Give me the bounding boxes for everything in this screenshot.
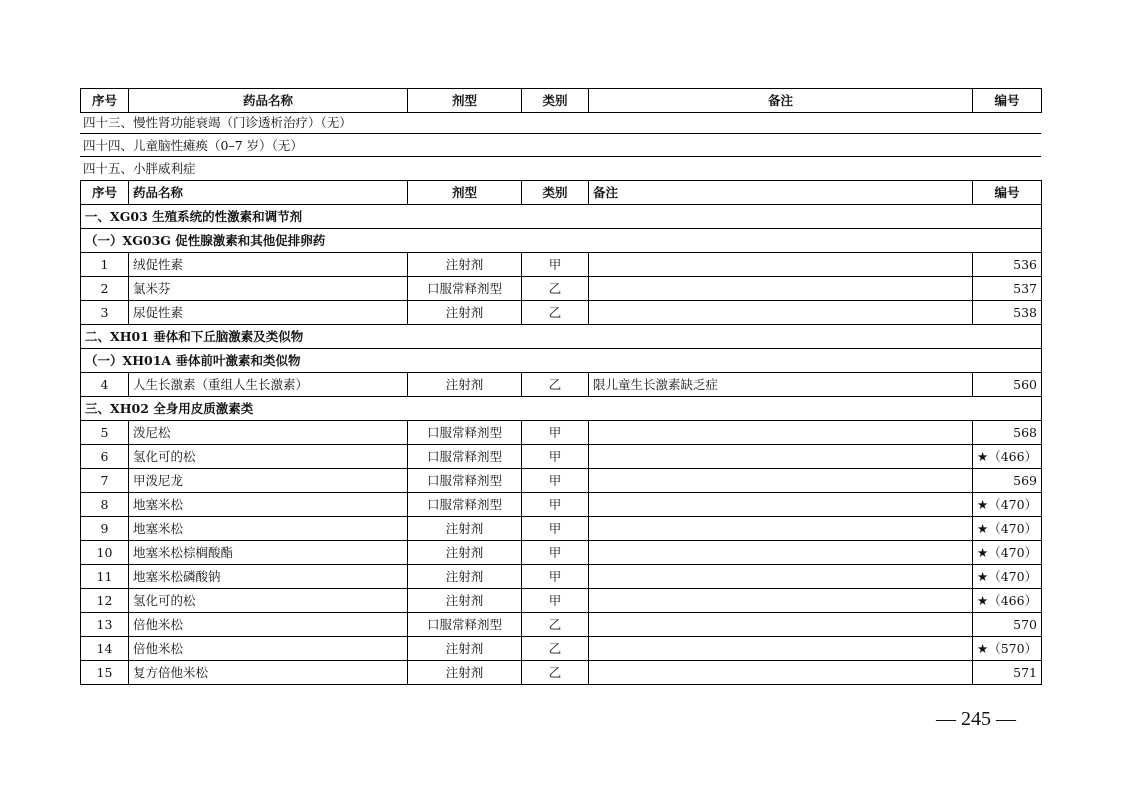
cell-code: 537: [973, 277, 1042, 301]
cell-code: ★（570）: [973, 637, 1042, 661]
cell-form: 口服常释剂型: [408, 613, 522, 637]
cell-form: 注射剂: [408, 565, 522, 589]
subgroup-title: （一）XG03G 促性腺激素和其他促排卵药: [81, 229, 1042, 253]
cell-category: 甲: [522, 565, 589, 589]
cell-form: 注射剂: [408, 661, 522, 685]
header-seq: 序号: [81, 181, 129, 205]
cell-note: [589, 253, 973, 277]
cell-code: 570: [973, 613, 1042, 637]
top-header-table: [80, 88, 1042, 113]
header-name: 药品名称: [129, 181, 408, 205]
cell-code: ★（470）: [973, 565, 1042, 589]
cell-code: 571: [973, 661, 1042, 685]
table-row: [81, 589, 1042, 613]
group-title: 一、XG03 生殖系统的性激素和调节剂: [81, 205, 1042, 229]
cell-form: 注射剂: [408, 589, 522, 613]
cell-category: 甲: [522, 445, 589, 469]
table-row: [81, 301, 1042, 325]
header-note: 备注: [589, 181, 973, 205]
cell-form: 注射剂: [408, 373, 522, 397]
cell-note: [589, 661, 973, 685]
cell-code: 569: [973, 469, 1042, 493]
cell-note: [589, 493, 973, 517]
table-row: [81, 565, 1042, 589]
cell-code: ★（466）: [973, 445, 1042, 469]
cell-form: 注射剂: [408, 517, 522, 541]
cell-name: 泼尼松: [129, 421, 408, 445]
cell-name: 倍他米松: [129, 613, 408, 637]
drug-table: [80, 180, 1042, 685]
cell-note: [589, 613, 973, 637]
cell-form: 注射剂: [408, 301, 522, 325]
cell-category: 乙: [522, 613, 589, 637]
section-45: 四十五、小胖威利症: [83, 161, 196, 176]
cell-note: [589, 565, 973, 589]
header-name: 药品名称: [129, 89, 408, 113]
cell-form: 口服常释剂型: [408, 421, 522, 445]
cell-seq: 5: [81, 421, 129, 445]
group-row: [81, 205, 1042, 229]
cell-name: 倍他米松: [129, 637, 408, 661]
group-row: [81, 229, 1042, 253]
cell-code: ★（466）: [973, 589, 1042, 613]
cell-form: 注射剂: [408, 541, 522, 565]
table-row: [81, 637, 1042, 661]
table-row: [81, 541, 1042, 565]
cell-category: 乙: [522, 637, 589, 661]
table-row: [81, 445, 1042, 469]
header-code: 编号: [973, 89, 1042, 113]
header-code: 编号: [973, 181, 1042, 205]
cell-seq: 13: [81, 613, 129, 637]
cell-code: ★（470）: [973, 541, 1042, 565]
cell-form: 口服常释剂型: [408, 469, 522, 493]
header-category: 类别: [522, 89, 589, 113]
cell-note: [589, 421, 973, 445]
group-title: 二、XH01 垂体和下丘脑激素及类似物: [81, 325, 1042, 349]
cell-note: [589, 589, 973, 613]
cell-category: 乙: [522, 661, 589, 685]
header-form: 剂型: [408, 181, 522, 205]
table-row: [81, 661, 1042, 685]
section-43: 四十三、慢性肾功能衰竭（门诊透析治疗）（无）: [80, 112, 1041, 134]
cell-seq: 8: [81, 493, 129, 517]
cell-name: 绒促性素: [129, 253, 408, 277]
table-header-row: [81, 181, 1042, 205]
cell-note: [589, 277, 973, 301]
cell-form: 口服常释剂型: [408, 493, 522, 517]
cell-category: 甲: [522, 589, 589, 613]
table-row: [81, 613, 1042, 637]
cell-note: [589, 637, 973, 661]
cell-form: 口服常释剂型: [408, 445, 522, 469]
header-category: 类别: [522, 181, 589, 205]
cell-category: 乙: [522, 373, 589, 397]
cell-seq: 1: [81, 253, 129, 277]
cell-name: 氯米芬: [129, 277, 408, 301]
table-row: [81, 469, 1042, 493]
group-title: 三、XH02 全身用皮质激素类: [81, 397, 1042, 421]
cell-code: 536: [973, 253, 1042, 277]
cell-category: 甲: [522, 469, 589, 493]
cell-code: ★（470）: [973, 517, 1042, 541]
table-row: [81, 253, 1042, 277]
cell-seq: 14: [81, 637, 129, 661]
cell-code: 568: [973, 421, 1042, 445]
cell-category: 甲: [522, 421, 589, 445]
cell-name: 氢化可的松: [129, 589, 408, 613]
cell-seq: 6: [81, 445, 129, 469]
cell-seq: 3: [81, 301, 129, 325]
cell-name: 甲泼尼龙: [129, 469, 408, 493]
cell-note: [589, 517, 973, 541]
table-header-row: [81, 89, 1042, 113]
cell-name: 氢化可的松: [129, 445, 408, 469]
cell-code: ★（470）: [973, 493, 1042, 517]
header-seq: 序号: [81, 89, 129, 113]
table-row: [81, 493, 1042, 517]
cell-note: [589, 541, 973, 565]
cell-name: 人生长激素（重组人生长激素）: [129, 373, 408, 397]
cell-code: 560: [973, 373, 1042, 397]
cell-name: 复方倍他米松: [129, 661, 408, 685]
cell-seq: 10: [81, 541, 129, 565]
table-row: [81, 373, 1042, 397]
cell-category: 甲: [522, 517, 589, 541]
cell-note: [589, 469, 973, 493]
cell-seq: 4: [81, 373, 129, 397]
section-44: 四十四、儿童脑性瘫痪（0–7 岁）（无）: [80, 135, 1041, 157]
group-row: [81, 397, 1042, 421]
group-row: [81, 325, 1042, 349]
header-note: 备注: [589, 89, 973, 113]
cell-seq: 15: [81, 661, 129, 685]
group-row: [81, 349, 1042, 373]
page-number: — 245 —: [936, 708, 1016, 730]
cell-note: 限儿童生长激素缺乏症: [589, 373, 973, 397]
cell-form: 注射剂: [408, 253, 522, 277]
cell-category: 甲: [522, 253, 589, 277]
cell-form: 注射剂: [408, 637, 522, 661]
cell-category: 甲: [522, 541, 589, 565]
cell-name: 地塞米松: [129, 517, 408, 541]
cell-seq: 2: [81, 277, 129, 301]
cell-category: 乙: [522, 301, 589, 325]
cell-name: 地塞米松磷酸钠: [129, 565, 408, 589]
table-row: [81, 277, 1042, 301]
cell-note: [589, 445, 973, 469]
cell-name: 地塞米松棕榈酸酯: [129, 541, 408, 565]
cell-seq: 12: [81, 589, 129, 613]
table-row: [81, 517, 1042, 541]
cell-note: [589, 301, 973, 325]
cell-seq: 11: [81, 565, 129, 589]
cell-name: 尿促性素: [129, 301, 408, 325]
table-row: [81, 421, 1042, 445]
cell-seq: 9: [81, 517, 129, 541]
cell-seq: 7: [81, 469, 129, 493]
cell-category: 甲: [522, 493, 589, 517]
cell-category: 乙: [522, 277, 589, 301]
subgroup-title: （一）XH01A 垂体前叶激素和类似物: [81, 349, 1042, 373]
cell-name: 地塞米松: [129, 493, 408, 517]
cell-code: 538: [973, 301, 1042, 325]
header-form: 剂型: [408, 89, 522, 113]
cell-form: 口服常释剂型: [408, 277, 522, 301]
